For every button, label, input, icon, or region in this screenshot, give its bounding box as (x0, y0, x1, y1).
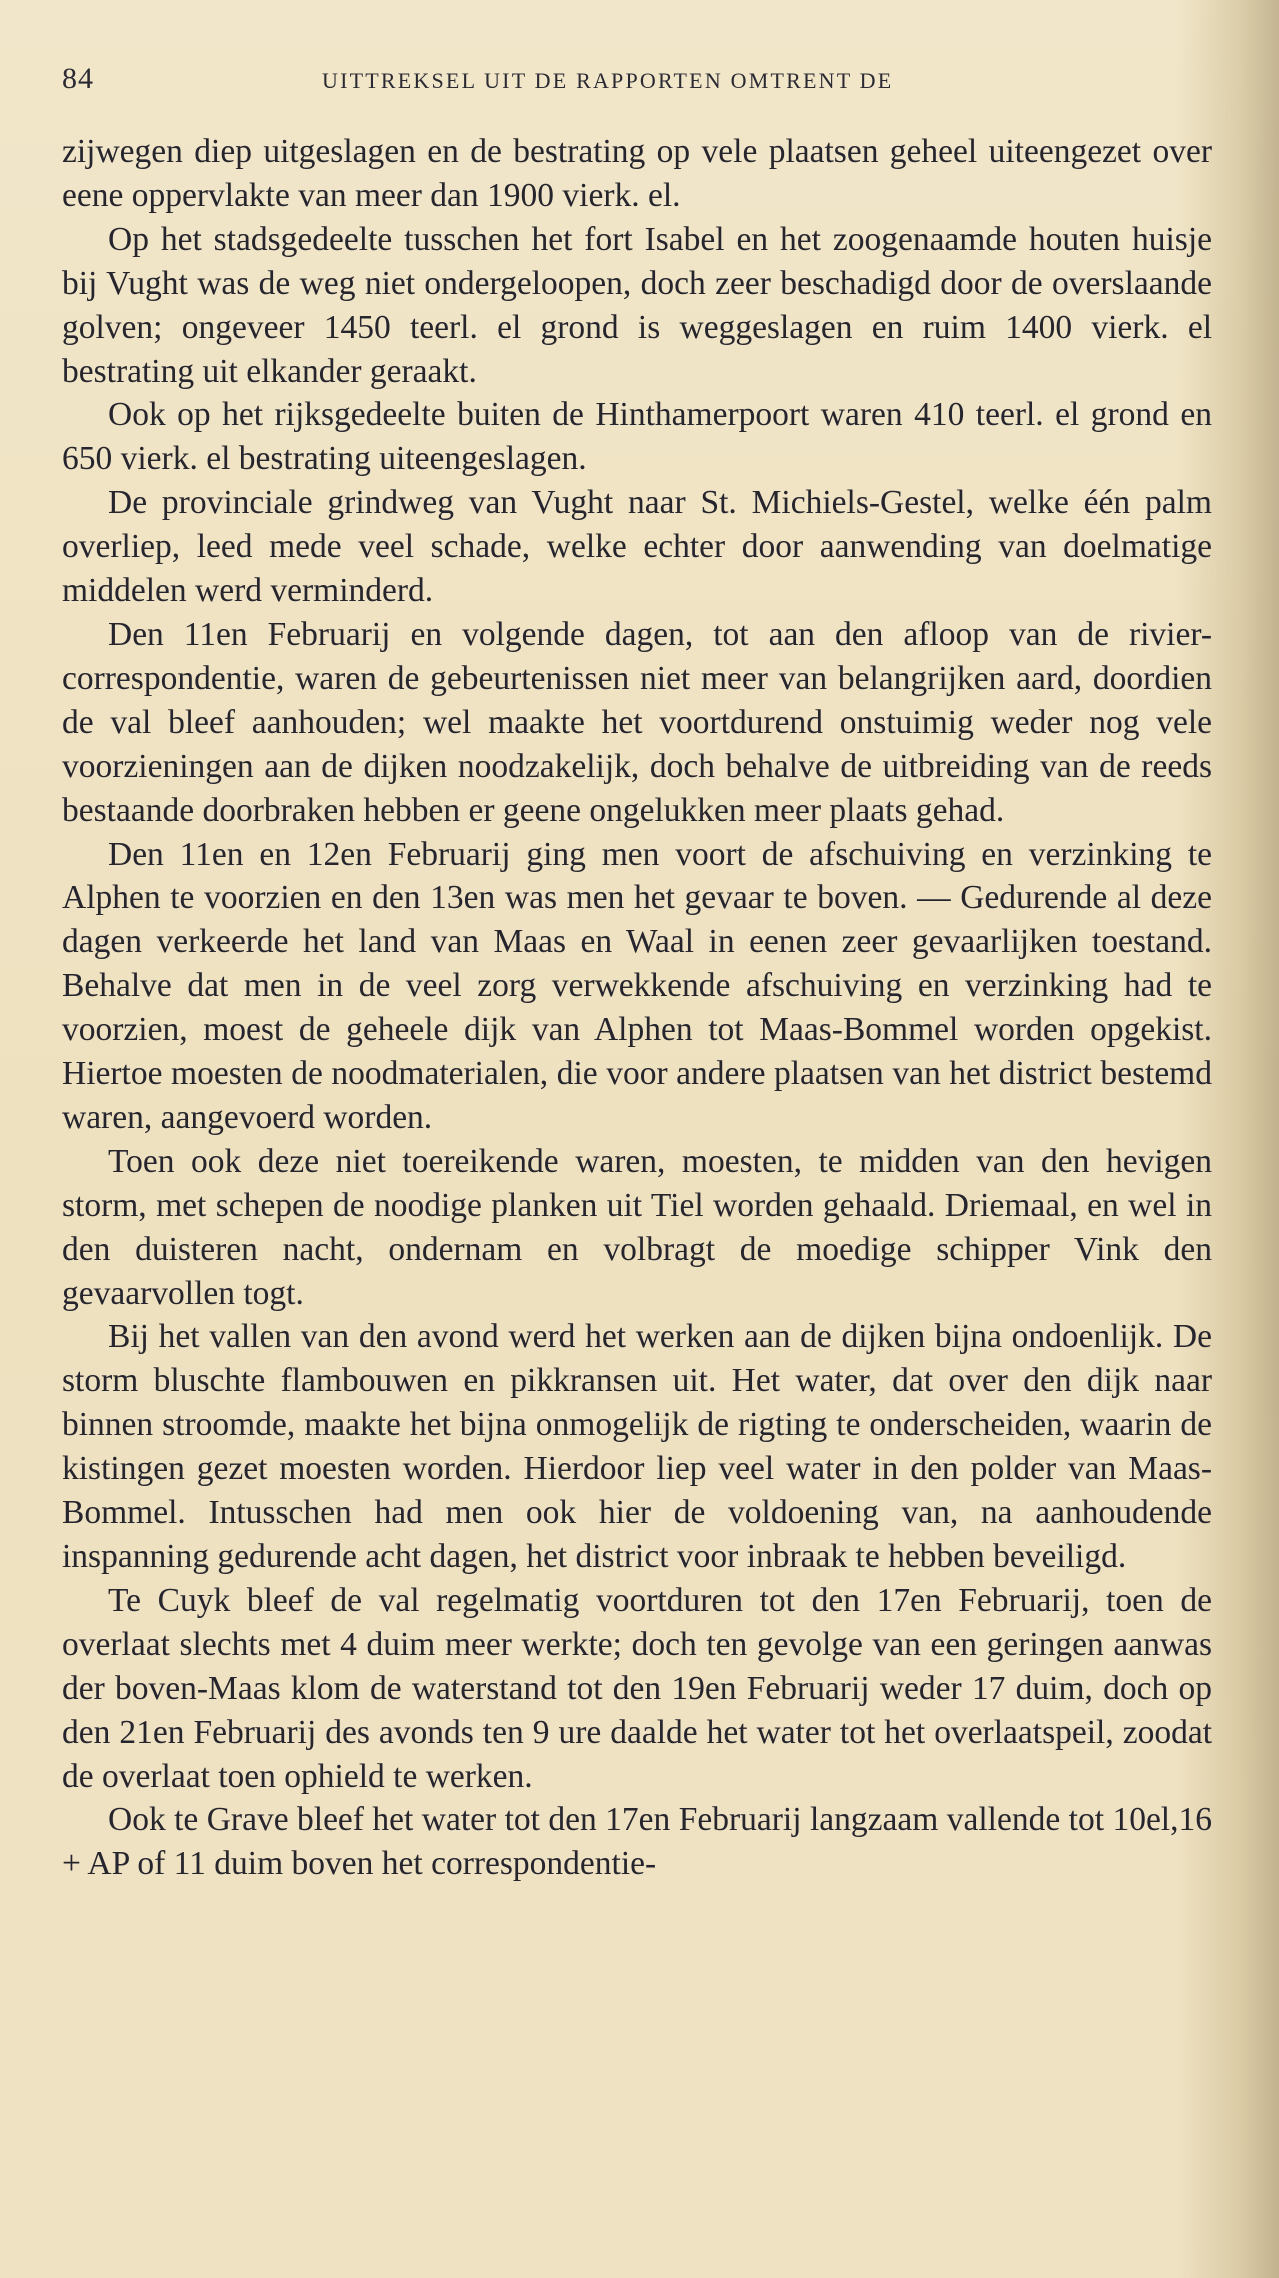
paragraph-1: zijwegen diep uitgeslagen en de bestrating op vele plaatsen geheel uiteengezet over eene oppervlakte van meer dan 1900 vierk. el. (62, 133, 1212, 214)
page-header (62, 62, 1212, 102)
paragraph-8: Bij het vallen van den avond werd het werken aan de dijken bijna ondoenlijk. De storm bluschte flambouwen en pikkransen uit. Het water, dat over den dijk naar binnen stroomde, maakte het bijna onmogelijk de rigting te onderscheiden, waarin de kistingen gezet moesten worden. Hierdoor liep veel water in den polder van Maas-Bommel. Intusschen had men ook hier de voldoening van, na aanhoudende inspanning gedurende acht dagen, het district voor inbraak te hebben beveiligd. (62, 1318, 1212, 1575)
paragraph-10: Ook te Grave bleef het water tot den 17en Februarij langzaam vallende tot 10el,16 + AP of 11 duim boven het correspondentie- (62, 1801, 1212, 1883)
paragraph-2: Op het stadsgedeelte tusschen het fort Isabel en het zoogenaamde houten huisje bij Vught was de weg niet ondergeloopen, doch zeer beschadigd door de overslaande golven; ongeveer 1450 teerl. el grond is weggeslagen en ruim 1400 vierk. el bestrating uit elkander geraakt. (62, 220, 1212, 390)
paragraph-6: Den 11en en 12en Februarij ging men voort de afschuiving en verzinking te Alphen te voorzien en den 13en was men het gevaar te boven. — Gedurende al deze dagen verkeerde het land van Maas en Waal in eenen zeer gevaarlijken toestand. Behalve dat men in de veel zorg verwekkende afschuiving en verzinking had te voorzien, moest de geheele dijk van Alphen tot Maas-Bommel worden opgekist. Hiertoe moesten de noodmaterialen, die voor andere plaatsen van het district bestemd waren, aangevoerd worden. (62, 835, 1212, 1136)
page-number: 84 (62, 62, 94, 95)
paragraph-9: Te Cuyk bleef de val regelmatig voortduren tot den 17en Februarij, toen de overlaat slechts met 4 duim meer werkte; doch ten gevolge van een geringen aanwas der boven-Maas klom de waterstand tot den 19en Februarij weder 17 duim, doch op den 21en Februarij des avonds ten 9 ure daalde het water tot het overlaatspeil, zoodat de overlaat toen ophield te werken. (62, 1581, 1212, 1795)
paragraph-5: Den 11en Februarij en volgende dagen, tot aan den afloop van de rivier-correspondentie, waren de gebeurtenissen niet meer van belangrijken aard, doordien de val bleef aanhouden; wel maakte het voortdurend onstuimig weder nog vele voorzieningen aan de dijken noodzakelijk, doch behalve de uitbreiding van de reeds bestaande doorbraken hebben er geene ongelukken meer plaats gehad. (62, 615, 1212, 829)
paragraph-3: Ook op het rijksgedeelte buiten de Hinthamerpoort waren 410 teerl. el grond en 650 vierk. el bestrating uiteengeslagen. (62, 396, 1212, 478)
paragraph-7: Toen ook deze niet toereikende waren, moesten, te midden van den hevigen storm, met schepen de noodige planken uit Tiel worden gehaald. Driemaal, en wel in den duisteren nacht, ondernam en volbragt de moedige schipper Vink den gevaarvollen togt. (62, 1142, 1212, 1312)
body-text (62, 130, 1212, 1886)
paragraph-4: De provinciale grindweg van Vught naar St. Michiels-Gestel, welke één palm overliep, leed mede veel schade, welke echter door aanwending van doelmatige middelen werd verminderd. (62, 484, 1212, 610)
running-head: UITTREKSEL UIT DE RAPPORTEN OMTRENT DE (322, 68, 894, 93)
